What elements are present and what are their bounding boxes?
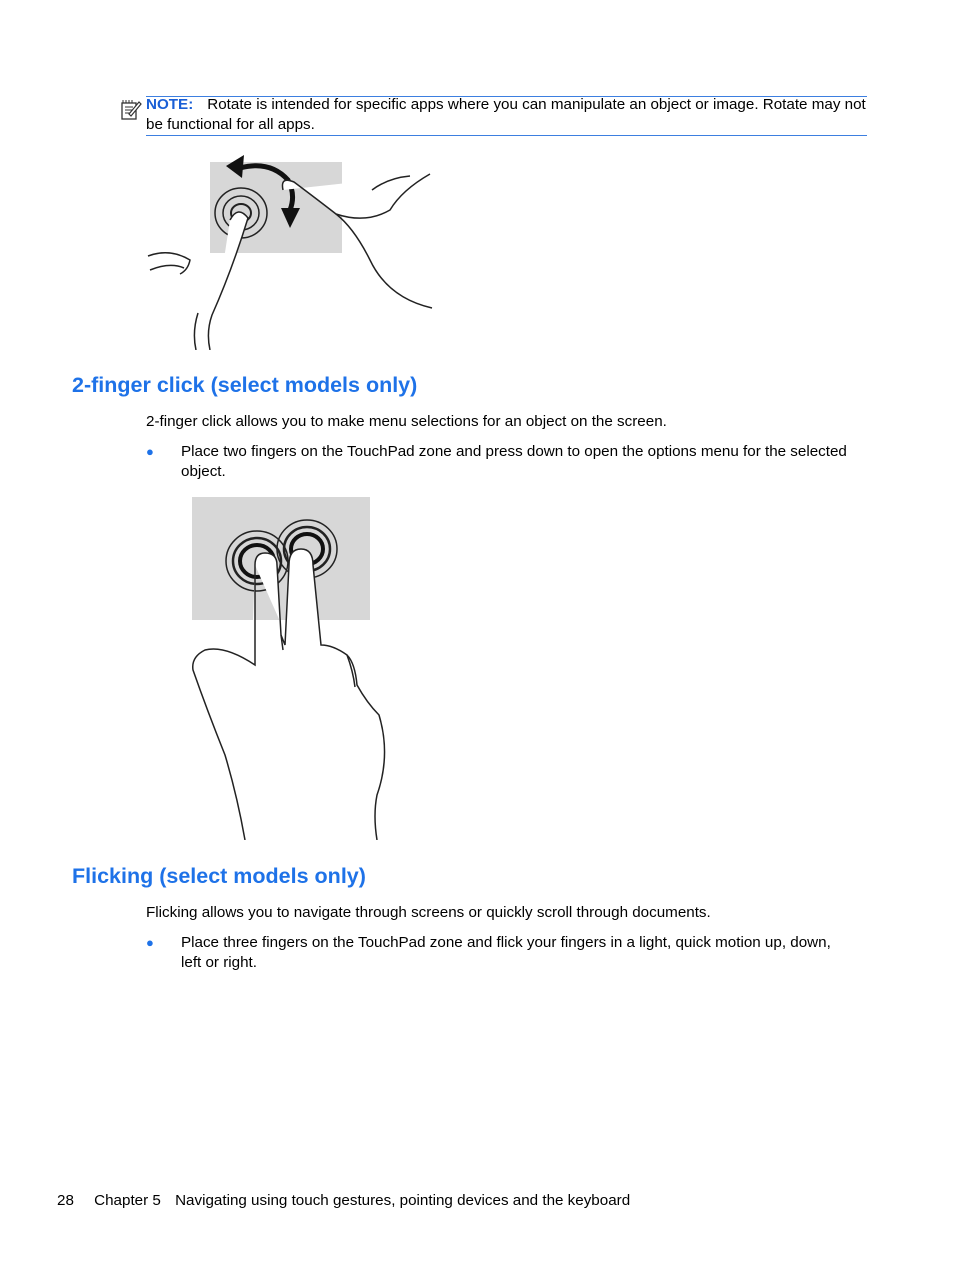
- two-finger-click-illustration: [185, 495, 395, 840]
- bullet-dot: ●: [146, 444, 154, 459]
- rotate-gesture-illustration: [140, 150, 440, 350]
- footer-chapter: Chapter 5: [94, 1192, 161, 1209]
- note-text-block: [146, 95, 868, 135]
- note-label: NOTE:: [146, 96, 194, 113]
- section-heading-2-finger-click: 2-finger click (select models only): [72, 373, 418, 397]
- section-heading-flicking: Flicking (select models only): [72, 864, 366, 888]
- section-intro-2-finger-click: 2-finger click allows you to make menu selections for an object on the screen.: [146, 413, 667, 430]
- bullet-text-2-finger-click: Place two fingers on the TouchPad zone and press down to open the options menu for the selected object.: [181, 443, 847, 480]
- bullet-dot: ●: [146, 935, 154, 950]
- bullet-text-flicking: Place three fingers on the TouchPad zone and flick your fingers in a light, quick motion up, down, left or right.: [181, 934, 831, 971]
- note-icon: [120, 98, 142, 122]
- footer-chapter-title: Navigating using touch gestures, pointing devices and the keyboard: [175, 1192, 631, 1209]
- note-bottom-rule: [146, 135, 867, 136]
- note-body: Rotate is intended for specific apps where you can manipulate an object or image. Rotate may not be functional for all apps.: [146, 96, 866, 133]
- page-footer: [57, 1192, 630, 1209]
- page-number: 28: [57, 1192, 74, 1209]
- section-intro-flicking: Flicking allows you to navigate through screens or quickly scroll through documents.: [146, 904, 711, 921]
